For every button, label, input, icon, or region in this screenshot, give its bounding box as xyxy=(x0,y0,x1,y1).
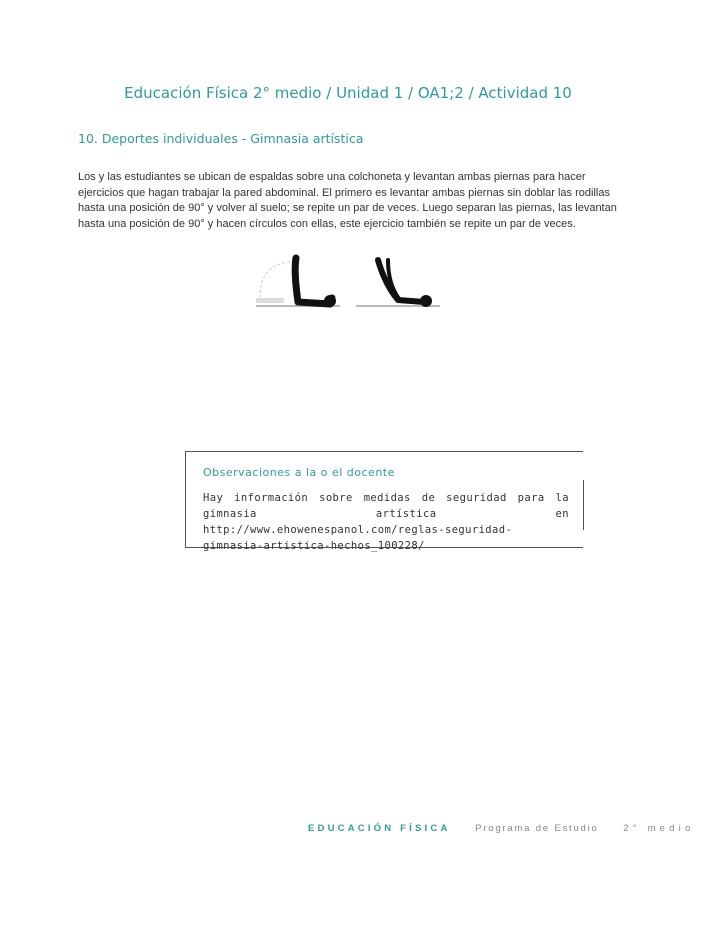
observations-text: Hay información sobre medidas de seguridad para la gimnasia artística en http://www.ehowenespanol.com/reglas-seguridad-gimnasia-artistica-hechos_100228/ xyxy=(203,492,569,552)
leg-raise-figure xyxy=(256,258,340,307)
section-heading: 10. Deportes individuales - Gimnasia artística xyxy=(78,131,364,146)
footer-subject: EDUCACIÓN FÍSICA xyxy=(308,823,451,834)
exercise-illustration xyxy=(252,252,444,314)
observations-box-right-rule xyxy=(583,480,584,530)
activity-description: Los y las estudiantes se ubican de espaldas sobre una colchoneta y levantan ambas piernas para hacer ejercicios que hagan trabajar la pared abdominal. El primero es levantar ambas piernas sin doblar las rodillas hasta una posición de 90° y volver al suelo; se repite un par de veces. Luego separan las piernas, las levantan hasta una posición de 90° y hacen círculos con ellas, este ejercicio también se repite un par de veces. xyxy=(78,171,617,230)
footer-program: Programa de Estudio xyxy=(475,823,599,834)
teacher-observations-box xyxy=(185,451,583,552)
observations-title: Observaciones a la o el docente xyxy=(203,466,395,479)
page-footer xyxy=(308,823,694,834)
leg-circle-figure xyxy=(356,260,440,307)
footer-grade: 2° medio xyxy=(623,823,695,834)
page-title: Educación Física 2° medio / Unidad 1 / OA1;2 / Actividad 10 xyxy=(124,84,572,102)
